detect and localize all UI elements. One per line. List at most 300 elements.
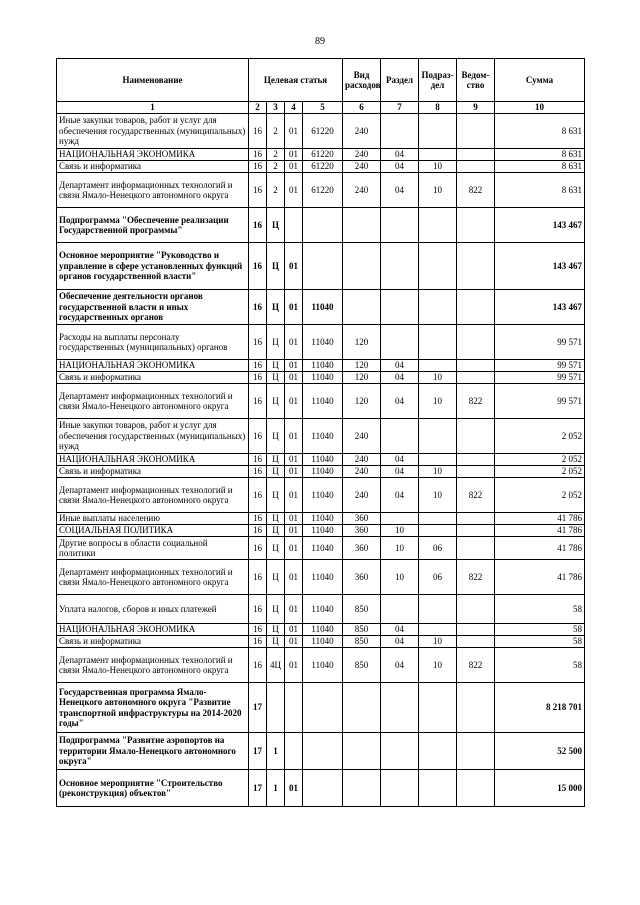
budget-table — [56, 58, 585, 807]
target-code-4: 11040 — [303, 325, 343, 360]
table-row — [57, 243, 585, 290]
header-subsection: Подраз-дел — [419, 59, 457, 102]
target-code-1: 16 — [249, 114, 267, 149]
column-number: 1 — [57, 102, 249, 114]
target-code-2: Ц — [267, 525, 285, 537]
row-name: Департамент информационных технологий и связи Ямало-Ненецкого автономного округа — [57, 648, 249, 683]
row-name: НАЦИОНАЛЬНАЯ ЭКОНОМИКА — [57, 149, 249, 161]
subsection-code — [419, 243, 457, 290]
section-code: 04 — [381, 149, 419, 161]
target-code-1: 16 — [249, 624, 267, 636]
target-code-2: Ц — [267, 384, 285, 419]
section-code: 10 — [381, 560, 419, 595]
row-name: Обеспечение деятельности органов государственной власти и иных государственных органов — [57, 290, 249, 325]
target-code-4: 61220 — [303, 173, 343, 208]
subsection-code — [419, 525, 457, 537]
row-sum: 8 631 — [495, 161, 585, 173]
section-code — [381, 733, 419, 770]
section-code: 04 — [381, 173, 419, 208]
row-name: Связь и информатика — [57, 636, 249, 648]
column-number: 4 — [285, 102, 303, 114]
target-code-4: 11040 — [303, 525, 343, 537]
section-code — [381, 325, 419, 360]
subsection-code — [419, 595, 457, 624]
row-name: Расходы на выплаты персоналу государственных (муниципальных) органов — [57, 325, 249, 360]
target-code-1: 17 — [249, 733, 267, 770]
department-code — [457, 454, 495, 466]
target-code-1: 16 — [249, 636, 267, 648]
table-row — [57, 384, 585, 419]
target-code-1: 16 — [249, 208, 267, 243]
expense-type-code: 850 — [343, 636, 381, 648]
header-target-article: Целевая статья — [249, 59, 343, 102]
column-number: 5 — [303, 102, 343, 114]
row-sum: 99 571 — [495, 384, 585, 419]
department-code — [457, 513, 495, 525]
expense-type-code: 120 — [343, 325, 381, 360]
target-code-3: 01 — [285, 360, 303, 372]
table-row — [57, 290, 585, 325]
target-code-1: 16 — [249, 537, 267, 560]
expense-type-code: 120 — [343, 372, 381, 384]
target-code-2: Ц — [267, 595, 285, 624]
department-code — [457, 372, 495, 384]
target-code-4: 11040 — [303, 360, 343, 372]
section-code: 04 — [381, 478, 419, 513]
column-number: 10 — [495, 102, 585, 114]
target-code-4: 11040 — [303, 560, 343, 595]
expense-type-code: 120 — [343, 360, 381, 372]
department-code — [457, 624, 495, 636]
expense-type-code — [343, 770, 381, 807]
target-code-3: 01 — [285, 537, 303, 560]
row-name: Иные выплаты населению — [57, 513, 249, 525]
section-code — [381, 419, 419, 454]
target-code-1: 16 — [249, 454, 267, 466]
expense-type-code: 240 — [343, 454, 381, 466]
row-sum: 58 — [495, 595, 585, 624]
target-code-4: 61220 — [303, 161, 343, 173]
target-code-3: 01 — [285, 290, 303, 325]
subsection-code — [419, 683, 457, 733]
row-sum: 58 — [495, 636, 585, 648]
department-code — [457, 149, 495, 161]
expense-type-code: 360 — [343, 525, 381, 537]
table-row — [57, 161, 585, 173]
expense-type-code: 360 — [343, 513, 381, 525]
table-row — [57, 733, 585, 770]
row-name: Иные закупки товаров, работ и услуг для обеспечения государственных (муниципальных) нужд — [57, 419, 249, 454]
target-code-4: 11040 — [303, 636, 343, 648]
target-code-4 — [303, 770, 343, 807]
target-code-3: 01 — [285, 466, 303, 478]
target-code-2: Ц — [267, 636, 285, 648]
expense-type-code — [343, 683, 381, 733]
target-code-3: 01 — [285, 372, 303, 384]
department-code — [457, 636, 495, 648]
target-code-1: 16 — [249, 325, 267, 360]
table-row — [57, 525, 585, 537]
target-code-1: 16 — [249, 419, 267, 454]
target-code-4: 11040 — [303, 372, 343, 384]
target-code-2: 1 — [267, 770, 285, 807]
row-name: Подпрограмма "Обеспечение реализации Государственной программы" — [57, 208, 249, 243]
section-code — [381, 683, 419, 733]
subsection-code — [419, 733, 457, 770]
target-code-2: Ц — [267, 243, 285, 290]
header-department: Ведом-ство — [457, 59, 495, 102]
table-row — [57, 560, 585, 595]
target-code-4 — [303, 243, 343, 290]
table-row — [57, 149, 585, 161]
target-code-1: 16 — [249, 243, 267, 290]
subsection-code: 10 — [419, 173, 457, 208]
target-code-4: 11040 — [303, 454, 343, 466]
target-code-1: 16 — [249, 525, 267, 537]
table-row — [57, 537, 585, 560]
expense-type-code: 240 — [343, 173, 381, 208]
subsection-code — [419, 149, 457, 161]
section-code — [381, 114, 419, 149]
target-code-1: 16 — [249, 560, 267, 595]
department-code: 822 — [457, 173, 495, 208]
expense-type-code — [343, 733, 381, 770]
row-name: Департамент информационных технологий и связи Ямало-Ненецкого автономного округа — [57, 384, 249, 419]
subsection-code — [419, 114, 457, 149]
table-row — [57, 454, 585, 466]
table-row — [57, 114, 585, 149]
subsection-code — [419, 770, 457, 807]
target-code-2 — [267, 683, 285, 733]
target-code-2: Ц — [267, 560, 285, 595]
row-sum: 143 467 — [495, 208, 585, 243]
subsection-code — [419, 454, 457, 466]
row-name: Уплата налогов, сборов и иных платежей — [57, 595, 249, 624]
expense-type-code: 240 — [343, 419, 381, 454]
section-code — [381, 770, 419, 807]
section-code: 04 — [381, 161, 419, 173]
department-code — [457, 114, 495, 149]
department-code — [457, 360, 495, 372]
target-code-1: 16 — [249, 384, 267, 419]
department-code — [457, 466, 495, 478]
row-sum: 99 571 — [495, 325, 585, 360]
column-number: 8 — [419, 102, 457, 114]
row-name: Департамент информационных технологий и связи Ямало-Ненецкого автономного округа — [57, 560, 249, 595]
subsection-code — [419, 208, 457, 243]
row-sum: 143 467 — [495, 243, 585, 290]
target-code-3: 01 — [285, 478, 303, 513]
table-row — [57, 683, 585, 733]
table-row — [57, 636, 585, 648]
table-row — [57, 513, 585, 525]
target-code-4: 11040 — [303, 419, 343, 454]
row-name: НАЦИОНАЛЬНАЯ ЭКОНОМИКА — [57, 624, 249, 636]
target-code-3: 01 — [285, 560, 303, 595]
target-code-3: 01 — [285, 624, 303, 636]
expense-type-code: 850 — [343, 595, 381, 624]
subsection-code — [419, 419, 457, 454]
row-sum: 41 786 — [495, 525, 585, 537]
row-name: Связь и информатика — [57, 372, 249, 384]
department-code: 822 — [457, 560, 495, 595]
target-code-1: 16 — [249, 173, 267, 208]
row-sum: 52 500 — [495, 733, 585, 770]
expense-type-code: 850 — [343, 624, 381, 636]
department-code — [457, 419, 495, 454]
target-code-3: 01 — [285, 648, 303, 683]
column-number-row — [57, 102, 585, 114]
table-row — [57, 478, 585, 513]
row-name: Основное мероприятие "Строительство (реконструкция) объектов" — [57, 770, 249, 807]
target-code-3 — [285, 733, 303, 770]
expense-type-code: 850 — [343, 648, 381, 683]
target-code-1: 16 — [249, 513, 267, 525]
target-code-4: 11040 — [303, 513, 343, 525]
subsection-code: 10 — [419, 161, 457, 173]
row-sum: 15 000 — [495, 770, 585, 807]
row-name: СОЦИАЛЬНАЯ ПОЛИТИКА — [57, 525, 249, 537]
table-row — [57, 419, 585, 454]
target-code-3: 01 — [285, 149, 303, 161]
target-code-2: Ц — [267, 419, 285, 454]
section-code — [381, 595, 419, 624]
subsection-code — [419, 360, 457, 372]
column-number: 3 — [267, 102, 285, 114]
table-row — [57, 325, 585, 360]
target-code-2: Ц — [267, 372, 285, 384]
header-expense-type: Вид расходов — [343, 59, 381, 102]
expense-type-code: 240 — [343, 161, 381, 173]
target-code-2: Ц — [267, 624, 285, 636]
department-code: 822 — [457, 478, 495, 513]
table-row — [57, 466, 585, 478]
target-code-1: 17 — [249, 683, 267, 733]
department-code — [457, 595, 495, 624]
row-name: НАЦИОНАЛЬНАЯ ЭКОНОМИКА — [57, 454, 249, 466]
section-code: 10 — [381, 525, 419, 537]
expense-type-code — [343, 290, 381, 325]
department-code — [457, 770, 495, 807]
section-code — [381, 290, 419, 325]
row-name: Государственная программа Ямало-Ненецкого автономного округа "Развитие транспортной инфраструктуры на 2014-2020 годы" — [57, 683, 249, 733]
section-code — [381, 243, 419, 290]
target-code-1: 16 — [249, 360, 267, 372]
target-code-3 — [285, 683, 303, 733]
target-code-3: 01 — [285, 173, 303, 208]
department-code — [457, 683, 495, 733]
row-name: Связь и информатика — [57, 161, 249, 173]
target-code-4 — [303, 733, 343, 770]
section-code: 04 — [381, 454, 419, 466]
subsection-code: 10 — [419, 384, 457, 419]
row-name: Департамент информационных технологий и связи Ямало-Ненецкого автономного округа — [57, 478, 249, 513]
target-code-3: 01 — [285, 384, 303, 419]
department-code — [457, 537, 495, 560]
row-name: Связь и информатика — [57, 466, 249, 478]
department-code: 822 — [457, 648, 495, 683]
target-code-2: 2 — [267, 173, 285, 208]
row-sum: 41 786 — [495, 537, 585, 560]
target-code-1: 16 — [249, 595, 267, 624]
section-code: 04 — [381, 466, 419, 478]
department-code — [457, 325, 495, 360]
section-code: 04 — [381, 384, 419, 419]
target-code-4: 11040 — [303, 648, 343, 683]
row-name: Подпрограмма "Развитие аэропортов на территории Ямало-Ненецкого автономного округа" — [57, 733, 249, 770]
column-number: 9 — [457, 102, 495, 114]
target-code-4: 61220 — [303, 149, 343, 161]
department-code — [457, 208, 495, 243]
row-sum: 58 — [495, 624, 585, 636]
table-row — [57, 208, 585, 243]
target-code-3: 01 — [285, 114, 303, 149]
target-code-2: Ц — [267, 537, 285, 560]
expense-type-code: 240 — [343, 478, 381, 513]
row-sum: 2 052 — [495, 454, 585, 466]
target-code-2: 2 — [267, 114, 285, 149]
column-number: 2 — [249, 102, 267, 114]
target-code-3: 01 — [285, 770, 303, 807]
target-code-1: 16 — [249, 478, 267, 513]
target-code-1: 16 — [249, 648, 267, 683]
target-code-2: 1 — [267, 733, 285, 770]
target-code-3: 01 — [285, 161, 303, 173]
section-code — [381, 208, 419, 243]
target-code-1: 17 — [249, 770, 267, 807]
row-sum: 8 218 701 — [495, 683, 585, 733]
row-sum: 143 467 — [495, 290, 585, 325]
expense-type-code: 360 — [343, 537, 381, 560]
table-row — [57, 624, 585, 636]
header-sum: Сумма — [495, 59, 585, 102]
expense-type-code: 120 — [343, 384, 381, 419]
target-code-2: Ц — [267, 325, 285, 360]
section-code: 04 — [381, 372, 419, 384]
row-sum: 99 571 — [495, 372, 585, 384]
row-sum: 99 571 — [495, 360, 585, 372]
target-code-2: Ц — [267, 513, 285, 525]
department-code: 822 — [457, 384, 495, 419]
subsection-code — [419, 624, 457, 636]
row-sum: 8 631 — [495, 173, 585, 208]
section-code: 10 — [381, 537, 419, 560]
target-code-4: 11040 — [303, 595, 343, 624]
section-code: 04 — [381, 648, 419, 683]
target-code-3: 01 — [285, 325, 303, 360]
target-code-4: 11040 — [303, 537, 343, 560]
row-sum: 41 786 — [495, 513, 585, 525]
row-name: Другие вопросы в области социальной политики — [57, 537, 249, 560]
target-code-3: 01 — [285, 525, 303, 537]
header-name: Наименование — [57, 59, 249, 102]
section-code — [381, 513, 419, 525]
subsection-code — [419, 325, 457, 360]
row-sum: 58 — [495, 648, 585, 683]
target-code-1: 16 — [249, 161, 267, 173]
target-code-2: Ц — [267, 454, 285, 466]
expense-type-code — [343, 208, 381, 243]
target-code-3: 01 — [285, 243, 303, 290]
target-code-3: 01 — [285, 419, 303, 454]
row-sum: 41 786 — [495, 560, 585, 595]
target-code-2: Ц — [267, 466, 285, 478]
section-code: 04 — [381, 624, 419, 636]
row-sum: 2 052 — [495, 419, 585, 454]
department-code — [457, 733, 495, 770]
target-code-3: 01 — [285, 513, 303, 525]
target-code-2: 2 — [267, 161, 285, 173]
row-sum: 8 631 — [495, 114, 585, 149]
target-code-2: Ц — [267, 290, 285, 325]
subsection-code — [419, 513, 457, 525]
target-code-4: 11040 — [303, 478, 343, 513]
subsection-code: 10 — [419, 636, 457, 648]
expense-type-code: 360 — [343, 560, 381, 595]
row-name: Основное мероприятие "Руководство и управление в сфере установленных функций органов государственной власти" — [57, 243, 249, 290]
section-code: 04 — [381, 360, 419, 372]
section-code: 04 — [381, 636, 419, 648]
target-code-4: 11040 — [303, 384, 343, 419]
target-code-4 — [303, 208, 343, 243]
target-code-4 — [303, 683, 343, 733]
column-number: 6 — [343, 102, 381, 114]
target-code-2: 4Ц — [267, 648, 285, 683]
expense-type-code — [343, 243, 381, 290]
target-code-4: 11040 — [303, 290, 343, 325]
subsection-code: 10 — [419, 478, 457, 513]
subsection-code: 06 — [419, 537, 457, 560]
table-row — [57, 372, 585, 384]
target-code-1: 16 — [249, 149, 267, 161]
expense-type-code: 240 — [343, 466, 381, 478]
subsection-code: 10 — [419, 466, 457, 478]
row-sum: 8 631 — [495, 149, 585, 161]
expense-type-code: 240 — [343, 149, 381, 161]
expense-type-code: 240 — [343, 114, 381, 149]
target-code-4: 61220 — [303, 114, 343, 149]
table-row — [57, 173, 585, 208]
target-code-1: 16 — [249, 466, 267, 478]
subsection-code — [419, 290, 457, 325]
target-code-4: 11040 — [303, 624, 343, 636]
table-row — [57, 360, 585, 372]
target-code-3: 01 — [285, 454, 303, 466]
target-code-2: Ц — [267, 208, 285, 243]
row-sum: 2 052 — [495, 478, 585, 513]
department-code — [457, 243, 495, 290]
target-code-2: 2 — [267, 149, 285, 161]
header-row — [57, 59, 585, 102]
table-body — [57, 114, 585, 807]
target-code-4: 11040 — [303, 466, 343, 478]
subsection-code: 10 — [419, 372, 457, 384]
target-code-3 — [285, 208, 303, 243]
table-row — [57, 770, 585, 807]
target-code-3: 01 — [285, 636, 303, 648]
subsection-code: 10 — [419, 648, 457, 683]
row-name: Департамент информационных технологий и связи Ямало-Ненецкого автономного округа — [57, 173, 249, 208]
target-code-3: 01 — [285, 595, 303, 624]
department-code — [457, 290, 495, 325]
target-code-1: 16 — [249, 372, 267, 384]
row-name: Иные закупки товаров, работ и услуг для обеспечения государственных (муниципальных) нужд — [57, 114, 249, 149]
table-row — [57, 595, 585, 624]
department-code — [457, 161, 495, 173]
header-section: Раздел — [381, 59, 419, 102]
target-code-2: Ц — [267, 478, 285, 513]
row-sum: 2 052 — [495, 466, 585, 478]
